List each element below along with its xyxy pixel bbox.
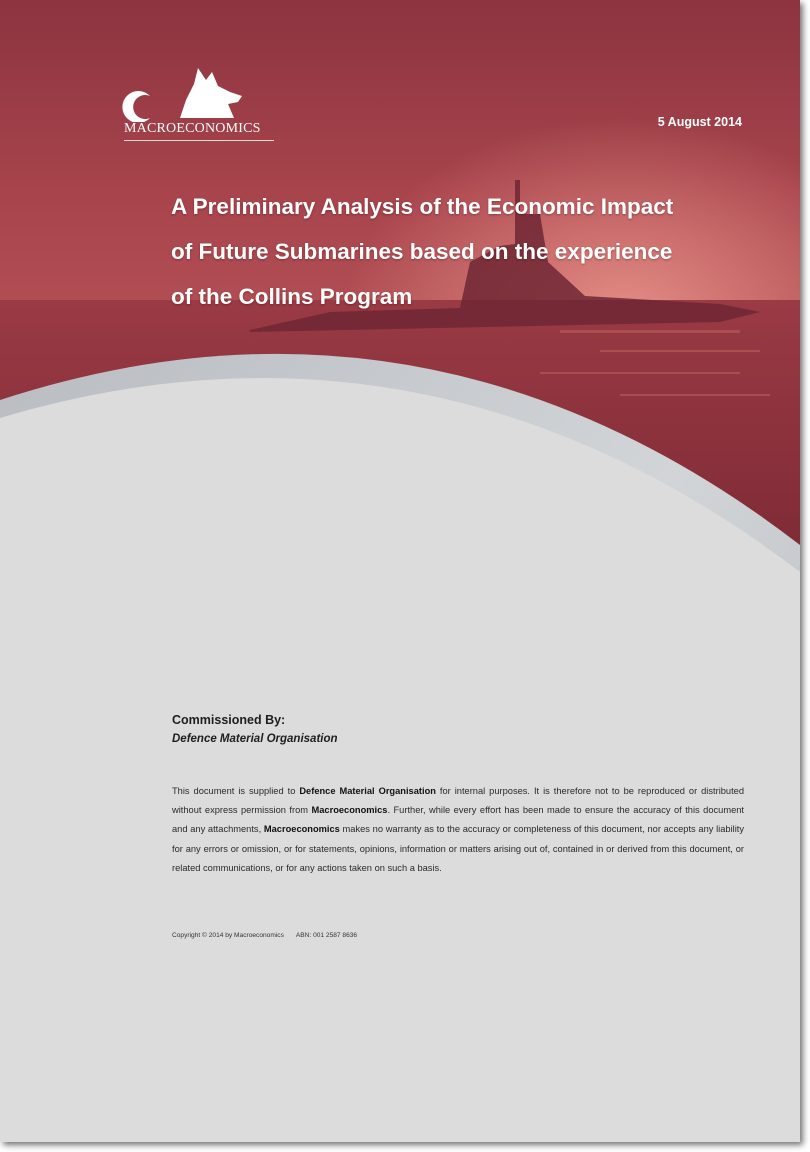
abn-number: ABN: 001 2587 8636 <box>295 932 358 939</box>
title-line: A Preliminary Analysis of the Economic Impact <box>171 194 674 219</box>
disclaimer-part: for internal purposes. It is therefore not to be reproduced or distributed without express permission from <box>172 786 745 816</box>
title-line: of Future Submarines based on the experience <box>171 239 673 264</box>
disclaimer-text <box>172 782 744 878</box>
commissioning-organisation: Defence Material Organisation <box>172 733 338 745</box>
disclaimer-part: . Further, while every effort has been made to ensure the accuracy of this document and any attachments, <box>172 805 745 835</box>
commissioned-label: Commissioned By: <box>172 713 286 727</box>
disclaimer-part: This document is supplied to <box>172 786 300 796</box>
copyright-text: Copyright © 2014 by Macroeconomics <box>172 932 284 939</box>
copyright-line <box>172 932 357 939</box>
report-title <box>171 184 761 319</box>
disclaimer-part: makes no warranty as to the accuracy or completeness of this document, nor accepts any liability for any errors or omission, or for statements, opinions, information or matters arising out of, contained in or derived from this document, or related communications, or for any actions taken on such a basis. <box>172 824 744 873</box>
wolf-head-and-crescent-icon <box>122 66 282 122</box>
report-date: 5 August 2014 <box>657 115 742 129</box>
disclaimer-org: Defence Material Organisation <box>299 786 436 796</box>
title-line: of the Collins Program <box>171 284 413 309</box>
logo-wordmark: MACROECONOMICS <box>124 121 261 136</box>
commissioned-by-block <box>172 713 338 745</box>
disclaimer-company: Macroeconomics <box>311 805 388 816</box>
logo-underline <box>124 140 274 141</box>
disclaimer-company: Macroeconomics <box>263 824 340 835</box>
macroeconomics-logo <box>122 66 282 146</box>
